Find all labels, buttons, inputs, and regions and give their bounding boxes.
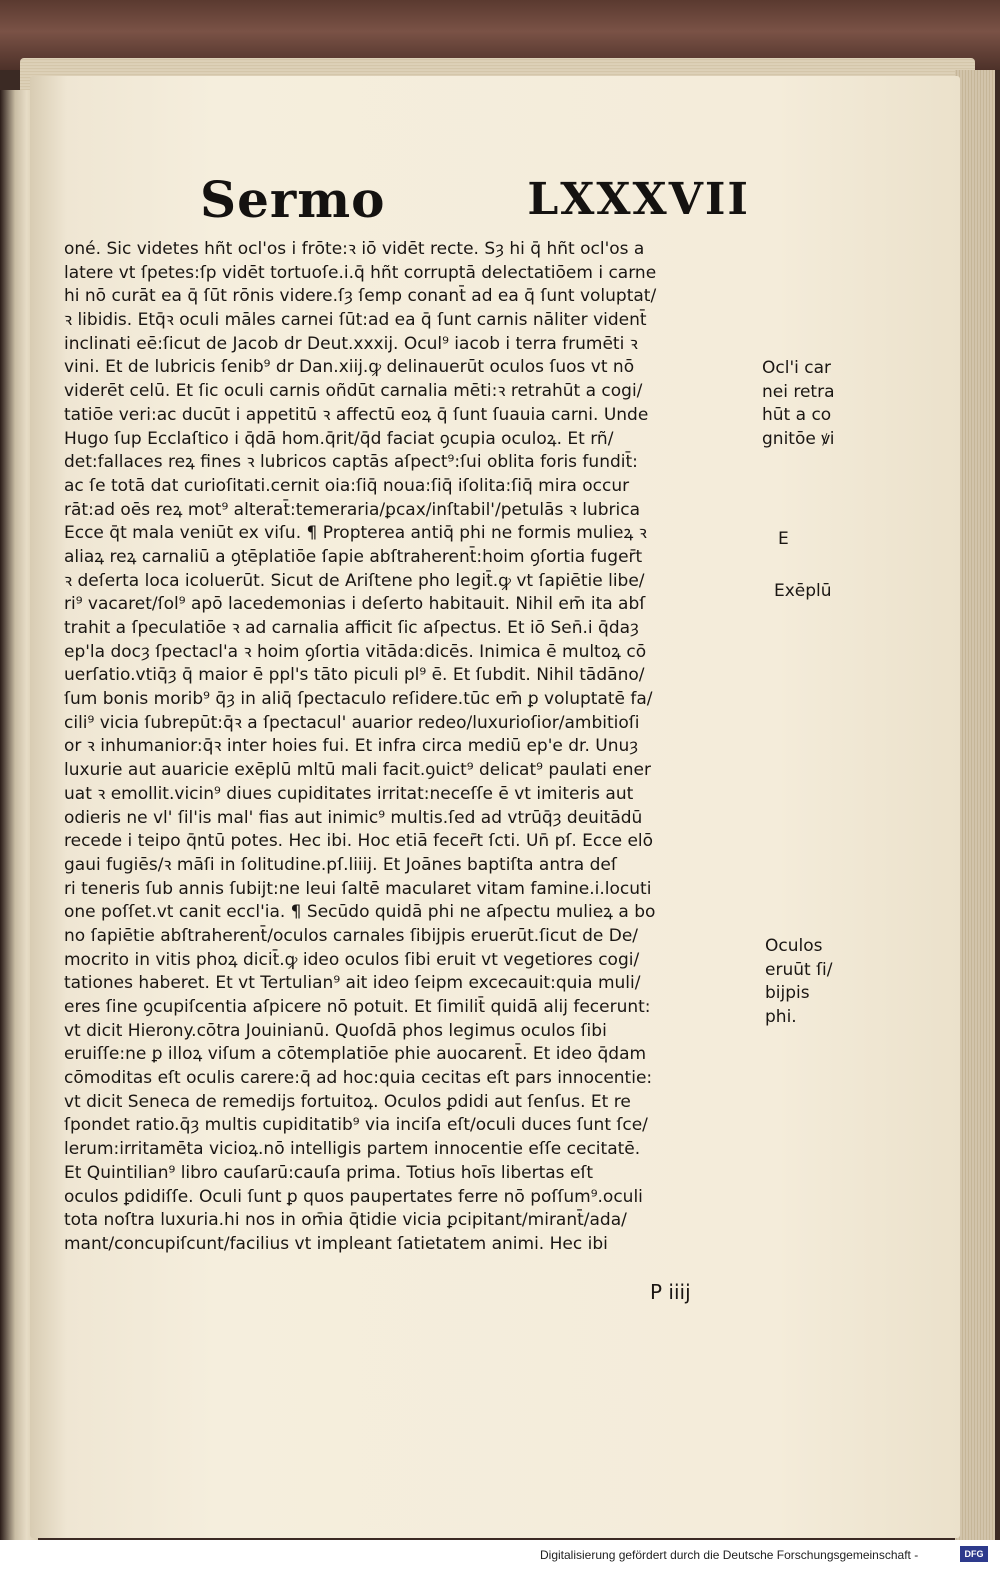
margin-note-line: gnitōe ꝟi [762,429,835,450]
margin-note-line: E [778,529,789,549]
text-line: tatiōe veri:ac ducūt i appetitū ꝛ affectū eoꝝ q̄ ſunt ſuauia carni. Unde [64,404,649,425]
margin-note-line: phi. [765,1007,797,1028]
text-line: ꝛ libidis. Etq̄ꝛ oculi māles carnei ſūt:ad ea q̄ ſunt carnis nāliter vident̄ [64,310,647,331]
text-line: ſum bonis morib⁹ q̄ȝ in aliq̄ ſpectaculo reſidere.tūc em̄ ꝑ voluptatē fa/ [64,689,653,710]
text-line: lerum:irritamēta vicioꝝ.nō intelligis partem innocentie eſſe cecitatē. [64,1139,641,1160]
margin-note-line: eruūt ſi/ [765,959,833,980]
text-line: ep'la docȝ ſpectacl'a ꝛ hoim ꝯſortia vitāda:dicēs. Inimica ē multoꝝ cō [64,641,647,662]
text-line: gaui fugiēs/ꝛ māſi in ſolitudine.pſ.liiij. Et Joānes baptiſta antra deſ [64,854,617,875]
text-line: inclinati eē:ſicut de Jacob dr Deut.xxxij. Ocul⁹ iacob i terra frumēti ꝛ [64,333,638,354]
text-line: trahit a ſpeculatiōe ꝛ ad carnalia afficit ſic aſpectus. Et iō Sen̄.i q̄daȝ [64,618,639,638]
text-line: ꝛ deſerta loca icoluerūt. Sicut de Ariſtene pho legit̄.ꝙ vt ſapiētie libe/ [64,570,645,591]
text-line: recede i teipo q̄ntū potes. Hec ibi. Hoc etiā fecer̄t ſcti. Un̄ pſ. Ecce elō [64,831,654,852]
margin-note-oculos-eruunt [765,935,885,1030]
text-line: tota noſtra luxuria.hi nos in om̄ia q̄tidie vicia ꝑcipitant/mirant̄/ada/ [64,1210,627,1231]
margin-note-e [778,528,898,552]
book-fore-edge [955,70,995,1540]
margin-note-line: Ocl'i car [762,358,832,378]
text-line: ri⁹ vacaret/ſol⁹ apō lacedemonias i deſerto habitauit. Nihil em̄ ita abſ [64,594,646,615]
text-line: latere vt ſpetes:ſp vidēt tortuoſe.i.q̄ hñt corruptā delectatiōem i carne [64,262,657,283]
margin-note-line: nei retra [762,381,835,402]
text-line: one poſſet.vt canit eccl'ia. ¶ Secūdo quidā phi ne aſpectu mulieꝝ a bo [64,902,656,923]
text-line: luxurie aut auaricie exēplū mltū mali facit.ꝯuict⁹ delicat⁹ paulati ener [64,760,651,781]
signature-mark: P iiij [650,1280,691,1304]
margin-note-line: hūt a co [762,405,832,426]
text-line: vini. Et de lubricis ſenib⁹ dr Dan.xiij.ꝙ delinauerūt oculos ſuos vt nō [64,357,635,378]
folio-number: LXXXVII [527,174,750,225]
text-line: viderēt celū. Et ſic oculi carnis oñdūt carnalia mēti:ꝛ retrahūt a cogi/ [64,381,643,402]
text-line: tationes haberet. Et vt Tertulian⁹ ait ideo ſeipm excecauit:quia muli/ [64,973,641,994]
text-line: eres ſine ꝯcupiſcentia aſpicere nō potuit. Et ſimilit̄ quidā alij fecerunt: [64,997,651,1017]
text-line: odieris ne vl' ſil'is mal' fias aut inimic⁹ multis.ſed ad vtrūq̄ȝ deuitādū [64,807,643,828]
text-line: hi nō curāt ea q̄ ſūt rōnis videre.ſȝ ſemp conant̄ ad ea q̄ ſunt voluptat/ [64,286,657,307]
text-line: rāt:ad oēs reꝝ mot⁹ alterat̄:temeraria/ꝑcax/inſtabil'/petulās ꝛ lubrica [64,499,641,520]
text-line: oculos ꝑdidiſſe. Oculi ſunt ꝑ quos paupertates ferre nō poſſum⁹.oculi [64,1186,643,1207]
text-line: det:fallaces reꝝ fines ꝛ lubricos captās aſpect⁹:ſui oblita foris fundit̄: [64,452,638,473]
margin-note-line: bijpis [765,983,810,1004]
text-line: cōmoditas eſt oculis carere:q̄ ad hoc:quia cecitas eſt pars innocentie: [64,1068,653,1089]
text-line: aliaꝝ reꝝ carnaliū a ꝯtēplatiōe ſapie abſtraherent̄:hoim ꝯſortia fuger̄t [64,546,643,567]
text-line: oné. Sic videtes hñt ocl'os i frōte:ꝛ iō vidēt recte. Sȝ hi q̄ hñt ocl'os a [64,239,645,259]
text-line: Ecce q̄t mala veniūt ex viſu. ¶ Propterea antiq̄ phi ne formis mulieꝝ ꝛ [64,523,647,544]
margin-note-line: Exēplū [774,581,832,601]
text-line: uerſatio.vtiq̄ȝ q̄ maior ē ppl's tāto piculi pl⁹ ē. Et ſubdit. Nihil tādāno/ [64,665,645,686]
text-line: cili⁹ vicia ſubrepūt:q̄ꝛ a ſpectacul' auarior redeo/luxurioſior/ambitioſi [64,712,640,733]
text-line: ſpondet ratio.q̄ȝ multis cupiditatib⁹ via inciſa eſt/oculi duces ſunt ſce/ [64,1115,648,1136]
text-line: mocrito in vitis phoꝝ dicit̄.ꝙ ideo oculos ſibi eruit vt vegetiores cogi/ [64,949,640,970]
margin-note-line: Oculos [765,936,823,956]
text-line: Hugo ſup Ecclaſtico i q̄dā hom.q̄rit/q̄d faciat ꝯcupia oculoꝝ. Et rñ/ [64,428,614,449]
text-line: uat ꝛ emollit.vicin⁹ diues cupiditates irritat:neceſſe ē vt imiteris aut [64,783,634,804]
text-line: ri teneris ſub annis ſubijt:ne leui ſaltē macularet vitam famine.i.locuti [64,878,652,899]
text-line: eruiſſe:ne ꝑ illoꝝ viſum a cōtemplatiōe phie auocarent̄. Et ideo q̄dam [64,1044,647,1065]
text-line: ac ſe totā dat curioſitati.cernit oia:ſiq̄ noua:ſiq̄ iſolita:ſiq̄ mira occur [64,475,630,496]
dfg-logo: DFG [960,1546,988,1562]
margin-note-exemplum [774,580,894,604]
text-line: vt dicit Seneca de remedijs fortuitoꝝ. Oculos ꝑdidi aut ſenſus. Et re [64,1091,631,1112]
text-line: no ſapiētie abſtraherent̄/oculos carnales ſibijpis eruerūt.ſicut de De/ [64,925,639,946]
text-line: vt dicit Hierony.cōtra Jouinianū. Quoſdā phos legimus oculos ſibi [64,1020,607,1041]
text-line: mant/concupiſcunt/facilius vt impleant ſatietatem animi. Hec ibi [64,1233,608,1254]
text-line: Et Quintilian⁹ libro cauſarū:cauſa prima. Totius hoīs libertas eſt [64,1162,594,1183]
running-header [175,170,760,240]
main-text-block [64,238,770,1257]
margin-note-oculi-carnei [762,357,882,452]
header-title: Sermo [200,170,386,229]
text-line: or ꝛ inhumanior:q̄ꝛ inter hoies fui. Et infra circa mediū ep'e dr. Unuȝ [64,736,639,757]
footer-credit: Digitalisierung gefördert durch die Deutsche Forschungsgemeinschaft - [540,1548,919,1562]
